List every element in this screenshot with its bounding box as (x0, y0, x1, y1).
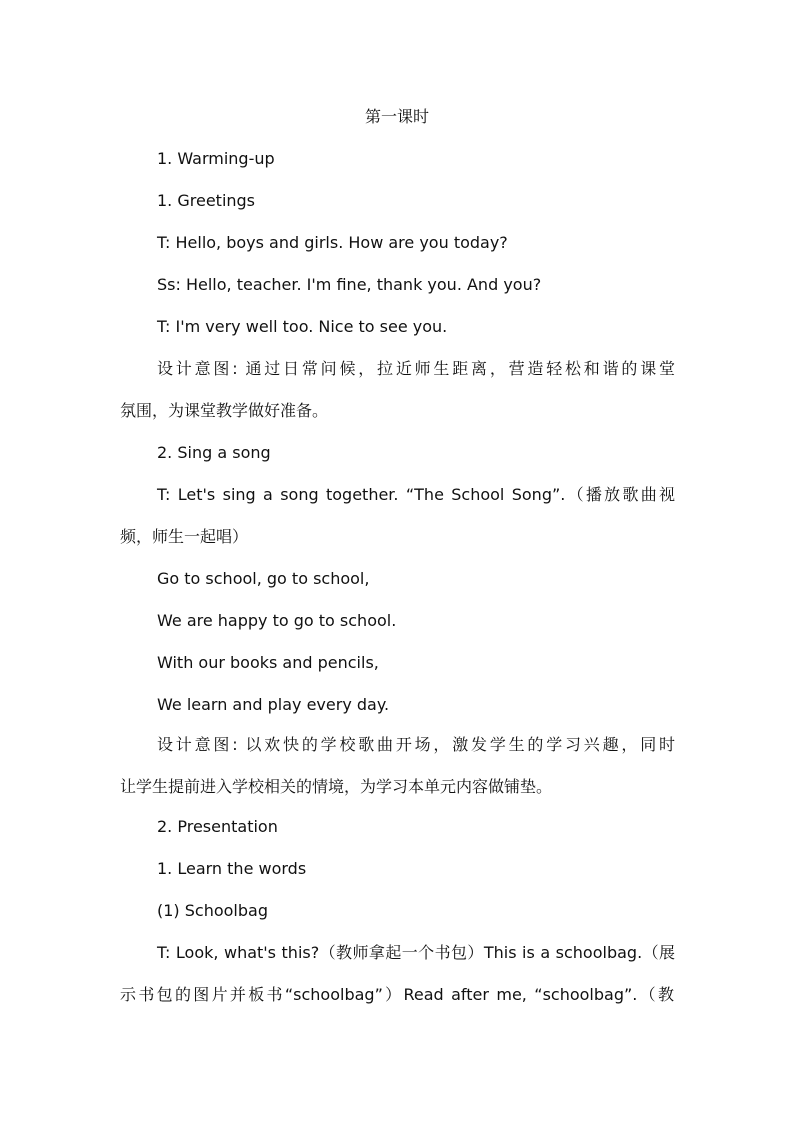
section-heading-presentation: 2. Presentation (157, 817, 278, 836)
design-intent-paragraph-line: 让学生提前进入学校相关的情境，为学习本单元内容做铺垫。 (120, 777, 553, 796)
subsection-heading-greetings: 1. Greetings (157, 191, 256, 210)
song-lyric-line: With our books and pencils, (157, 653, 379, 672)
design-intent-paragraph-line: 氛围，为课堂教学做好准备。 (120, 401, 329, 420)
subsection-heading-learn-words: 1. Learn the words (157, 859, 307, 878)
dialogue-line: T: Look, what's this?（教师拿起一个书包）This is a schoolbag.（展 (157, 943, 675, 962)
song-lyric-line: We are happy to go to school. (157, 611, 397, 630)
word-heading-schoolbag: (1) Schoolbag (157, 901, 268, 920)
design-intent-paragraph-line: 设计意图: 以欢快的学校歌曲开场，激发学生的学习兴趣，同时 (157, 735, 675, 754)
dialogue-line: T: Let's sing a song together. “The School Song”.（播放歌曲视 (157, 485, 675, 504)
dialogue-line: T: Hello, boys and girls. How are you today? (157, 233, 508, 252)
subsection-heading-sing-a-song: 2. Sing a song (157, 443, 271, 462)
design-intent-paragraph-line: 设计意图: 通过日常问候，拉近师生距离，营造轻松和谐的课堂 (157, 359, 675, 378)
dialogue-line: Ss: Hello, teacher. I'm fine, thank you. And you? (157, 275, 542, 294)
dialogue-line: 频，师生一起唱） (120, 527, 249, 546)
dialogue-line: T: I'm very well too. Nice to see you. (157, 317, 448, 336)
song-lyric-line: Go to school, go to school, (157, 569, 370, 588)
section-heading-warming-up: 1. Warming-up (157, 149, 275, 168)
song-lyric-line: We learn and play every day. (157, 695, 390, 714)
dialogue-line: 示书包的图片并板书“schoolbag”）Read after me, “schoolbag”.（教 (120, 985, 674, 1004)
lesson-title: 第一课时 (364, 107, 429, 126)
